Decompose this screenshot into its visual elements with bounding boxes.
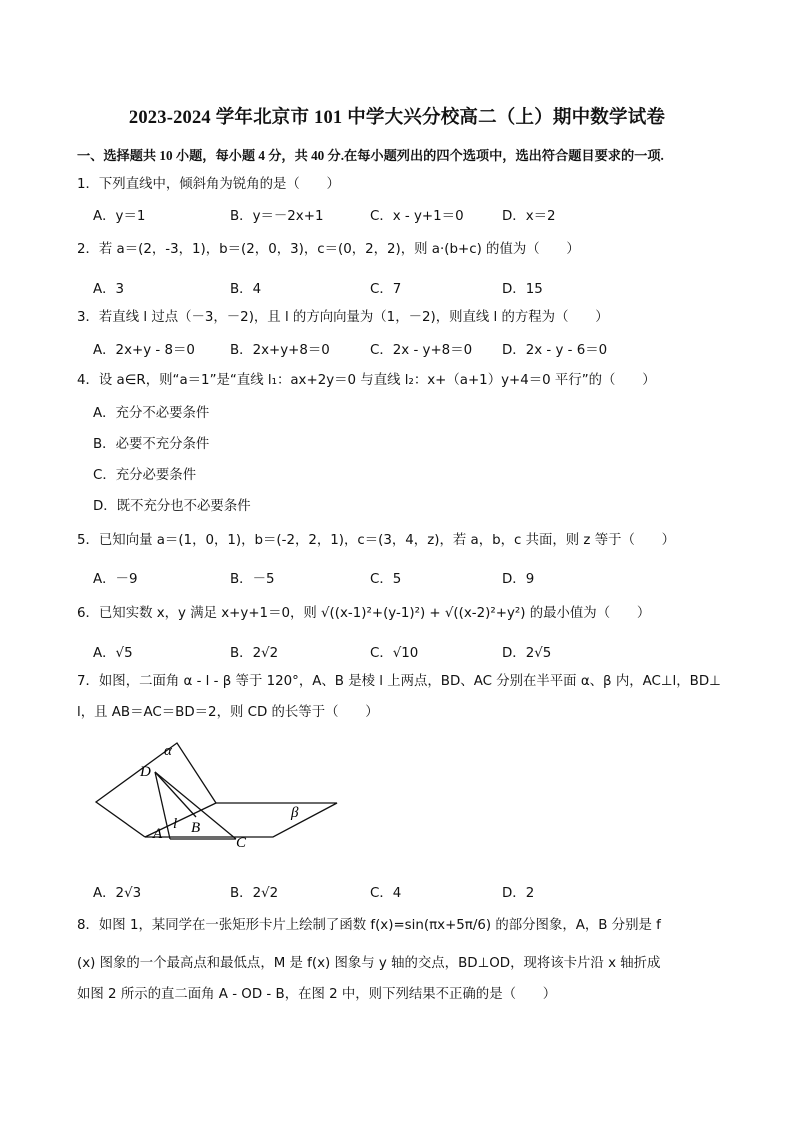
q3-option-c[interactable]: C．2x - y+8＝0 <box>370 343 473 358</box>
label-c: C <box>236 835 247 851</box>
question-7-stem-line-2: l，且 AB＝AC＝BD＝2，则 CD 的长等于（ ） <box>77 705 379 720</box>
label-beta: β <box>291 805 299 821</box>
q7-option-d[interactable]: D．2 <box>502 886 535 901</box>
section-heading: 一、选择题共 10 小题，每小题 4 分，共 40 分.在每小题列出的四个选项中，选出符合题目要求的一项. <box>77 148 664 163</box>
question-3-stem: 3．若直线 l 过点（－3，－2)，且 l 的方向向量为（1，－2)，则直线 l 的方程为（ ） <box>77 310 609 325</box>
label-a: A <box>153 826 163 842</box>
question-2-stem: 2．若 a＝(2，-3，1)，b＝(2，0，3)，c＝(0，2，2)，则 a·(b+c) 的值为（ ） <box>77 242 580 257</box>
label-d: D <box>140 764 151 780</box>
q1-option-b[interactable]: B．y＝－2x+1 <box>230 209 324 224</box>
q2-option-b[interactable]: B．4 <box>230 282 262 297</box>
q4-option-b[interactable]: B．必要不充分条件 <box>93 437 210 452</box>
q4-option-d[interactable]: D．既不充分也不必要条件 <box>93 499 251 514</box>
segment-db <box>155 772 196 817</box>
question-4-stem: 4．设 a∈R，则“a＝1”是“直线 l₁：ax+2y＝0 与直线 l₂：x+（a+1）y+4＝0 平行”的（ ） <box>77 373 656 388</box>
question-5-options <box>93 568 773 588</box>
question-1-options <box>93 205 773 225</box>
q1-option-c[interactable]: C．x - y+1＝0 <box>370 209 464 224</box>
q4-option-c[interactable]: C．充分必要条件 <box>93 468 197 483</box>
question-8-stem-line-1: 8．如图 1，某同学在一张矩形卡片上绘制了函数 f(x)=sin(πx+5π/6) 的部分图象，A，B 分别是 f <box>77 918 661 933</box>
question-8-stem-line-2: (x) 图象的一个最高点和最低点，M 是 f(x) 图象与 y 轴的交点，BD⊥OD，现将该卡片沿 x 轴折成 <box>77 956 661 971</box>
q3-option-d[interactable]: D．2x - y - 6＝0 <box>502 343 608 358</box>
label-l: l <box>173 816 178 832</box>
q6-option-d[interactable]: D．2√5 <box>502 646 552 661</box>
question-3-options <box>93 339 773 359</box>
question-7-stem-line-1: 7．如图，二面角 α - l - β 等于 120°，A、B 是棱 l 上两点，BD、AC 分别在半平面 α、β 内，AC⊥l，BD⊥ <box>77 674 721 689</box>
q7-option-c[interactable]: C．4 <box>370 886 402 901</box>
dihedral-angle-figure <box>90 735 350 860</box>
q6-option-a[interactable]: A．√5 <box>93 646 133 661</box>
question-6-stem: 6．已知实数 x，y 满足 x+y+1＝0，则 √((x-1)²+(y-1)²) + √((x-2)²+y²) 的最小值为（ ） <box>77 606 651 621</box>
q2-option-c[interactable]: C．7 <box>370 282 402 297</box>
q2-option-a[interactable]: A．3 <box>93 282 125 297</box>
q5-option-c[interactable]: C．5 <box>370 572 402 587</box>
label-alpha: α <box>164 743 172 759</box>
q6-option-b[interactable]: B．2√2 <box>230 646 279 661</box>
q3-option-a[interactable]: A．2x+y - 8＝0 <box>93 343 195 358</box>
q7-option-a[interactable]: A．2√3 <box>93 886 142 901</box>
question-2-options <box>93 278 773 298</box>
question-1-stem: 1．下列直线中，倾斜角为锐角的是（ ） <box>77 177 340 192</box>
q3-option-b[interactable]: B．2x+y+8＝0 <box>230 343 330 358</box>
q5-option-d[interactable]: D．9 <box>502 572 535 587</box>
q4-option-a[interactable]: A．充分不必要条件 <box>93 406 210 421</box>
q5-option-b[interactable]: B．－5 <box>230 572 275 587</box>
q7-option-b[interactable]: B．2√2 <box>230 886 279 901</box>
q1-option-d[interactable]: D．x＝2 <box>502 209 556 224</box>
label-b: B <box>191 820 201 836</box>
q6-option-c[interactable]: C．√10 <box>370 646 419 661</box>
question-7-options <box>93 882 773 902</box>
question-6-options <box>93 642 773 662</box>
q1-option-a[interactable]: A．y＝1 <box>93 209 146 224</box>
q5-option-a[interactable]: A．－9 <box>93 572 138 587</box>
question-5-stem: 5．已知向量 a＝(1，0，1)，b＝(-2，2，1)，c＝(3，4，z)，若 a，b，c 共面，则 z 等于（ ） <box>77 533 676 548</box>
question-8-stem-line-3: 如图 2 所示的直二面角 A - OD - B，在图 2 中，则下列结果不正确的是（ ） <box>77 987 557 1002</box>
q2-option-d[interactable]: D．15 <box>502 282 543 297</box>
exam-title: 2023-2024 学年北京市 101 中学大兴分校高二（上）期中数学试卷 <box>128 108 666 128</box>
